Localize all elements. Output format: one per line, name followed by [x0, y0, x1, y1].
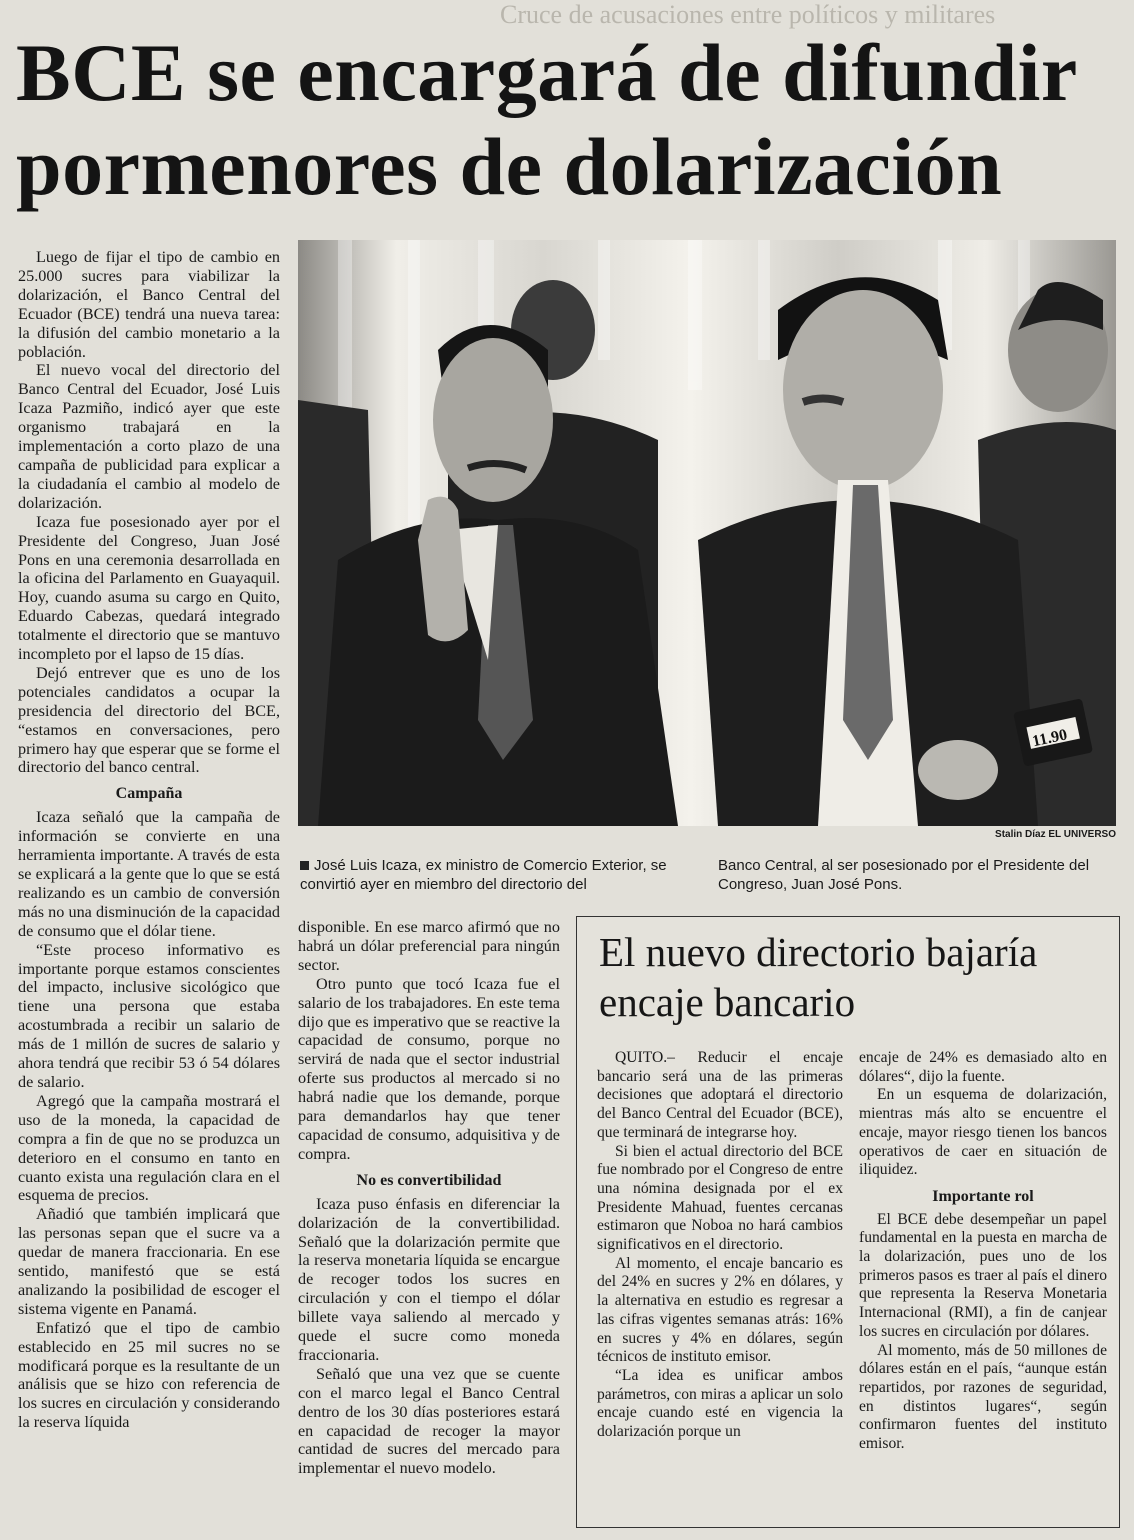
- paragraph: “Este proceso informativo es importante porque estamos conscientes del impacto, inclusive sicológico que tiene una persona que estaba acostumbrada a recibir un salario de más de 1 millón de sucres de salario y ahora tendrá que recibir 53 ó 54 dólares de salario.: [18, 940, 280, 1091]
- paragraph: El BCE debe desempeñar un papel fundamental en la puesta en marcha de la dolarización, pues uno de los primeros pasos es traer al país el dinero que representa la Reserva Monetaria Internacional (RMI), a fin de canjear los sucres en circulación por dólares.: [859, 1210, 1107, 1340]
- photo-illustration: [298, 240, 1116, 826]
- subheading: No es convertibilidad: [356, 1171, 502, 1189]
- caption-bullet-icon: [300, 861, 309, 870]
- sidebar-headline: El nuevo directorio bajaría encaje bancario: [599, 929, 1038, 1025]
- paragraph: Icaza señaló que la campaña de información se convierte en una herramienta importante. A través de esta se explicará a la gente que lo que se está realizando es un cambio de conversión más no una disminución de la capacidad de consumo que el dólar tiene.: [18, 808, 280, 940]
- sidebar-article-box: [576, 916, 1120, 1528]
- photo-credit: Stalin Díaz EL UNIVERSO: [995, 829, 1116, 840]
- paragraph: Agregó que la campaña mostrará el uso de la moneda, la capacidad de compra a fin de que no se produzca un deterioro en el consumo en tanto en cuanto exista una regulación clara en el esquema de precios.: [18, 1091, 280, 1205]
- paragraph: Otro punto que tocó Icaza fue el salario de los trabajadores. En este tema dijo que es imperativo que se reactive la capacidad de consumo, porque no servirá de nada que el sector industrial oferte sus productos al mercado si no habrá nadie que los demande, porque para demandarlos hay que tener capacidad de consumo, adquisitiva y de compra.: [298, 974, 560, 1163]
- paragraph: disponible. En ese marco afirmó que no habrá un dólar preferencial para ningún sector.: [298, 918, 560, 974]
- paragraph: Al momento, el encaje bancario es del 24% en sucres y 2% en dólares, y la alternativa en estudio es regresar a las cifras vigentes semanas atrás: 16% en sucres y 4% en dólares, según técnicos de instituto emisor.: [597, 1254, 843, 1366]
- paragraph: Dejó entrever que es uno de los potenciales candidatos a ocupar la presidencia del directorio del BCE, “estamos en conversaciones, pero primero hay que esperar que se forme el directorio del banco central.: [18, 663, 280, 777]
- bleed-through-header: Cruce de acusaciones entre políticos y militares: [500, 0, 996, 29]
- photo-caption-left: [300, 856, 705, 894]
- paragraph: Icaza fue posesionado ayer por el Presidente del Congreso, Juan José Pons en una ceremonia desarrollada en la oficina del Parlamento en Guayaquil. Hoy, cuando asuma su cargo en Quito, Eduardo Cabezas, quedará integrado totalmente el directorio que se mantuvo incompleto por el lapso de 15 días.: [18, 512, 280, 664]
- paragraph: El nuevo vocal del directorio del Banco Central del Ecuador, José Luis Icaza Pazmiño, indicó ayer que este organismo trabajará en la implementación a corto plazo de una campaña de publicidad para explicar a la ciudadanía el cambio al modelo de dolarización.: [18, 361, 280, 512]
- paragraph: Señaló que una vez que se cuente con el marco legal el Banco Central dentro de los 30 días posteriores estará en capacidad de recoger la mayor cantidad de sucres del mercado para implementar el nuevo modelo.: [298, 1364, 560, 1478]
- news-photo: [298, 240, 1116, 826]
- sidebar-column-2: [859, 1049, 1107, 1519]
- paragraph: “La idea es unificar ambos parámetros, con miras a aplicar un solo encaje cuando esté en vigencia la dolarización porque un: [597, 1366, 843, 1441]
- paragraph: Icaza puso énfasis en diferenciar la dolarización de la convertibilidad. Señaló que la dolarización permite que la reserva monetaria líquida se encargue de recoger todos los sucres en circulación y con el tiempo el dólar billete vaya saliendo al mercado y quede el sucre como moneda fraccionaria.: [298, 1194, 560, 1364]
- article-column-2: [298, 918, 560, 1530]
- paragraph: En un esquema de dolarización, mientras más alto se encuentre el encaje, mayor riesgo tienen los bancos operativos de caer en situación de iliquidez.: [859, 1086, 1107, 1179]
- subheading: Campaña: [115, 785, 183, 803]
- paragraph: QUITO.– Reducir el encaje bancario será una de las primeras decisiones que adoptará el directorio del Banco Central del Ecuador (BCE), que terminará de integrarse hoy.: [597, 1049, 843, 1141]
- sidebar-column-1: [597, 1049, 843, 1519]
- paragraph: Al momento, más de 50 millones de dólares están en el país, “aunque están repartidos, por razones de seguridad, en distintos lugares“, según confirmaron fuentes del instituto emisor.: [859, 1341, 1107, 1453]
- headline: BCE se encargará de difundir pormenores de dolarización: [16, 27, 1077, 212]
- subheading: Importante rol: [932, 1187, 1034, 1205]
- paragraph: Enfatizó que el tipo de cambio establecido en 25 mil sucres no se modificará porque es la resultante de un análisis que se hizo con referencia de los sucres en circulación y considerando la reserva líquida: [18, 1318, 280, 1432]
- caption-text: José Luis Icaza, ex ministro de Comercio Exterior, se convirtió ayer en miembro del directorio del: [300, 857, 667, 893]
- paragraph: Añadió que también implicará que las personas sepan que el sucre va a quedar de manera fraccionaria. En ese sentido, manifestó que se está analizando la posibilidad de escoger el sistema vigente en Panamá.: [18, 1205, 280, 1318]
- article-column-1: [18, 248, 280, 1528]
- paragraph: Luego de fijar el tipo de cambio en 25.000 sucres para viabilizar la dolarización, el Banco Central del Ecuador (BCE) tendrá una nueva tarea: la difusión del cambio monetario a la población.: [18, 248, 280, 361]
- paragraph: encaje de 24% es demasiado alto en dólares“, dijo la fuente.: [859, 1049, 1107, 1085]
- photo-caption-right: Banco Central, al ser posesionado por el Presidente del Congreso, Juan José Pons.: [718, 857, 1090, 893]
- microphone-label: 11.90: [1030, 726, 1069, 751]
- paragraph: Si bien el actual directorio del BCE fue nombrado por el Congreso de entre una nómina designada por el ex Presidente Mahuad, fuentes cercanas estimaron que Noboa no hará cambios significativos en el directorio.: [597, 1142, 843, 1254]
